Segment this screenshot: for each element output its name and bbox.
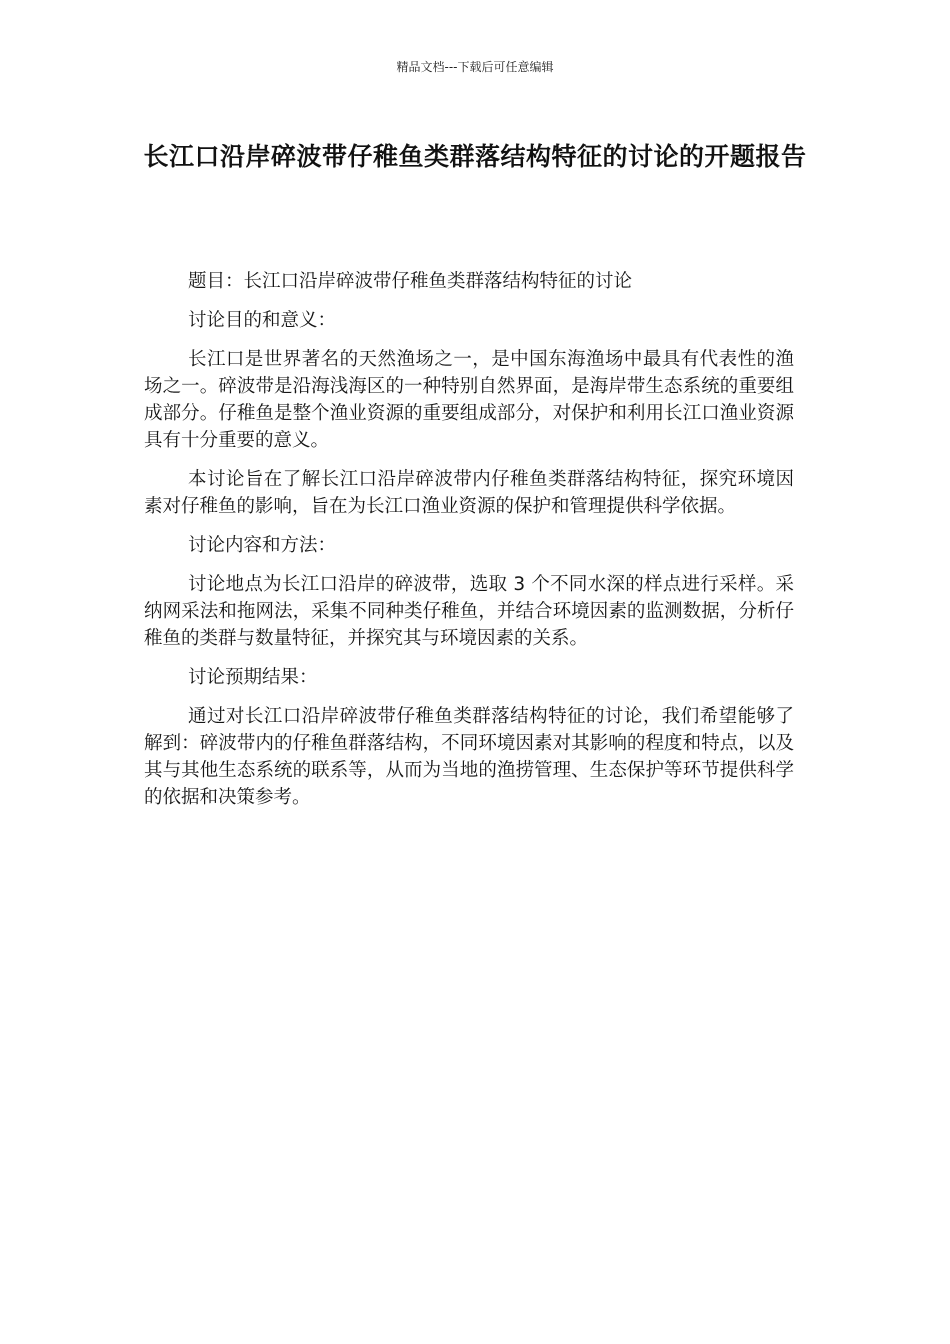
document-title: 长江口沿岸碎波带仔稚鱼类群落结构特征的讨论的开题报告 [143, 142, 807, 171]
topic-line: 题目：长江口沿岸碎波带仔稚鱼类群落结构特征的讨论 [188, 271, 633, 292]
page-header: 精品文档---下载后可任意编辑 [396, 60, 554, 74]
body-paragraph: 本讨论旨在了解长江口沿岸碎波带内仔稚鱼类群落结构特征，探究环境因素对仔稚鱼的影响，旨在为长江口渔业资源的保护和管理提供科学依据。 [144, 469, 794, 517]
section-heading-purpose: 讨论目的和意义： [188, 310, 337, 331]
body-paragraph: 长江口是世界著名的天然渔场之一，是中国东海渔场中最具有代表性的渔场之一。碎波带是沿海浅海区的一种特别自然界面，是海岸带生态系统的重要组成部分。仔稚鱼是整个渔业资源的重要组成部分，对保护和利用长江口渔业资源具有十分重要的意义。 [144, 349, 794, 451]
document-body [144, 268, 794, 823]
section-heading-results: 讨论预期结果： [188, 667, 318, 688]
section-heading-methods: 讨论内容和方法： [188, 535, 337, 556]
body-paragraph: 通过对长江口沿岸碎波带仔稚鱼类群落结构特征的讨论，我们希望能够了解到：碎波带内的仔稚鱼群落结构，不同环境因素对其影响的程度和特点，以及其与其他生态系统的联系等，从而为当地的渔捞管理、生态保护等环节提供科学的依据和决策参考。 [144, 706, 794, 808]
body-paragraph: 讨论地点为长江口沿岸的碎波带，选取 3 个不同水深的样点进行采样。采纳网采法和拖网法，采集不同种类仔稚鱼，并结合环境因素的监测数据，分析仔稚鱼的类群与数量特征，并探究其与环境因素的关系。 [144, 574, 794, 649]
